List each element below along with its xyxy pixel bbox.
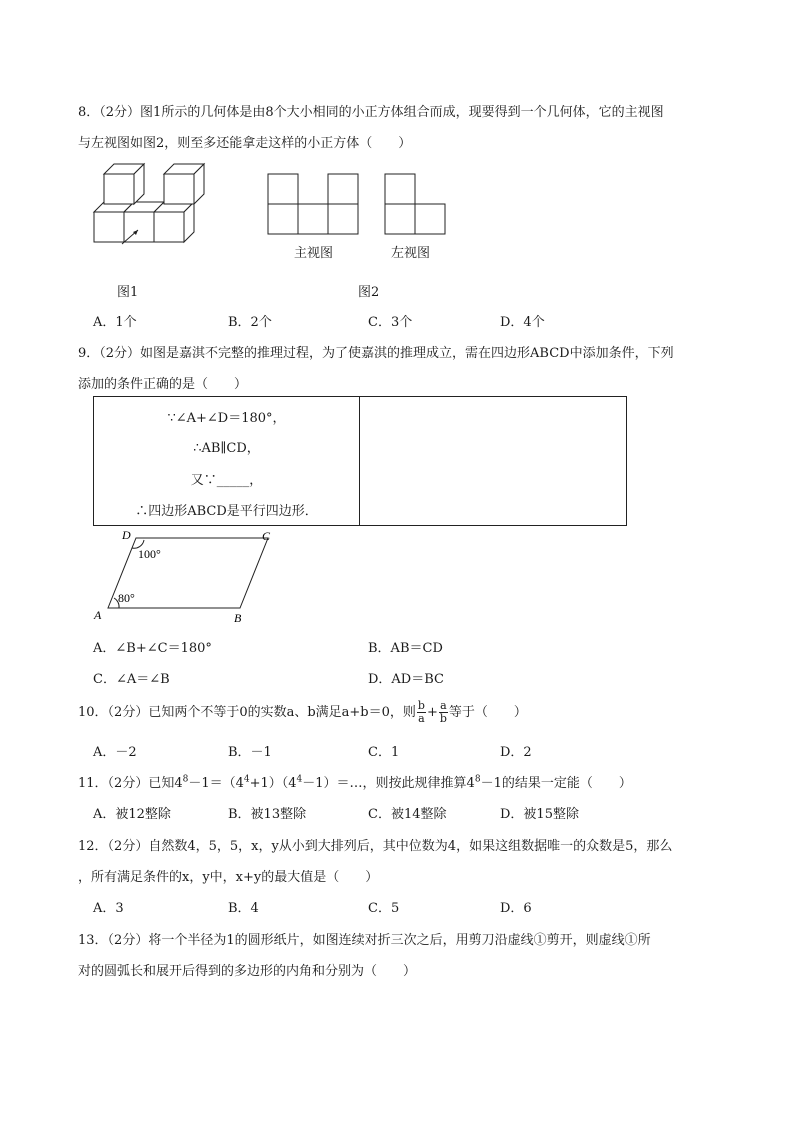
q9-option-b[interactable]: B．AB＝CD (368, 641, 443, 656)
q12-line1: 12．（2分）自然数4，5，5，x，y从小到大排列后，其中位数为4，如果这组数据唯一的众数是5，那么 (78, 839, 673, 854)
figure1-cube-solid (90, 160, 210, 248)
q9-option-d[interactable]: D．AD＝BC (368, 672, 444, 687)
vertex-a-label: A (94, 608, 102, 622)
proof-table-divider (359, 397, 360, 525)
proof-step-3: 又∵_____， (190, 473, 263, 488)
proof-step-1: ∵∠A+∠D＝180°， (167, 411, 286, 426)
q8-option-b[interactable]: B．2个 (228, 315, 272, 330)
q8-option-d[interactable]: D．4个 (500, 315, 545, 330)
q9-line1: 9．（2分）如图是嘉淇不完整的推理过程，为了使嘉淇的推理成立，需在四边形ABCD中添加条件，下列 (78, 346, 674, 361)
angle-d-label: 100° (138, 547, 161, 561)
q10-option-c[interactable]: C．1 (368, 745, 400, 760)
vertex-d-label: D (122, 528, 131, 542)
q8-option-a[interactable]: A．1个 (93, 315, 137, 330)
q12-option-b[interactable]: B．4 (228, 901, 259, 916)
q10-fraction-a-over-b: $\frac{a}{b}$ (439, 699, 447, 725)
q10-option-d[interactable]: D．2 (500, 745, 532, 760)
q13-line2: 对的圆弧长和展开后得到的多边形的内角和分别为（ ） (78, 964, 417, 979)
proof-step-4: ∴四边形ABCD是平行四边形． (135, 504, 318, 519)
q8-option-c[interactable]: C．3个 (368, 315, 413, 330)
q11-option-a[interactable]: A．被12整除 (93, 807, 171, 822)
figure2-left-view (384, 173, 446, 235)
parallelogram-diagram (88, 528, 283, 628)
q10-fraction-b-over-a: $\frac{b}{a}$ (417, 699, 425, 725)
q10-stem (78, 700, 527, 725)
q11-option-b[interactable]: B．被13整除 (228, 807, 307, 822)
angle-a-label: 80° (118, 591, 135, 605)
q12-option-c[interactable]: C．5 (368, 901, 400, 916)
q11-stem: 11．（2分）已知$4^8-1=(4^4+1)(4^4-1)=\dots$，则按此规律推算$4^8-1$的结果一定能（ ） (78, 774, 632, 791)
q8-line1: 8．（2分）图1所示的几何体是由8个大小相同的小正方体组合而成，现要得到一个几何体，它的主视图 (78, 105, 664, 120)
figure2-caption: 图2 (358, 285, 380, 300)
q8-line2: 与左视图如图2，则至多还能拿走这样的小正方体（ ） (78, 136, 412, 151)
q9-line2: 添加的条件正确的是（ ） (78, 377, 248, 392)
q9-option-c[interactable]: C．∠A＝∠B (93, 672, 170, 687)
q12-option-a[interactable]: A．3 (93, 901, 124, 916)
q10-plus: + (426, 705, 438, 720)
q11-option-c[interactable]: C．被14整除 (368, 807, 447, 822)
main-view-label: 主视图 (294, 246, 334, 261)
proof-table (93, 396, 627, 526)
proof-step-2: ∴AB∥CD， (193, 441, 260, 456)
left-view-label: 左视图 (391, 246, 431, 261)
q10-prefix: 10．（2分）已知两个不等于0的实数a、b满足a+b＝0，则 (78, 705, 416, 720)
vertex-c-label: C (262, 529, 271, 543)
q10-suffix: 等于（ ） (448, 705, 527, 720)
q9-option-a[interactable]: A．∠B+∠C＝180° (93, 641, 212, 656)
q12-line2: ，所有满足条件的x，y中，x+y的最大值是（ ） (78, 870, 379, 885)
figure2-main-view (267, 173, 359, 235)
q13-line1: 13．（2分）将一个半径为1的圆形纸片，如图连续对折三次之后，用剪刀沿虚线①剪开，则虚线①所 (78, 933, 651, 948)
q12-option-d[interactable]: D．6 (500, 901, 532, 916)
q10-option-a[interactable]: A．－2 (93, 745, 137, 760)
vertex-b-label: B (234, 611, 242, 625)
q11-option-d[interactable]: D．被15整除 (500, 807, 579, 822)
figure1-caption: 图1 (117, 285, 139, 300)
q10-option-b[interactable]: B．－1 (228, 745, 272, 760)
